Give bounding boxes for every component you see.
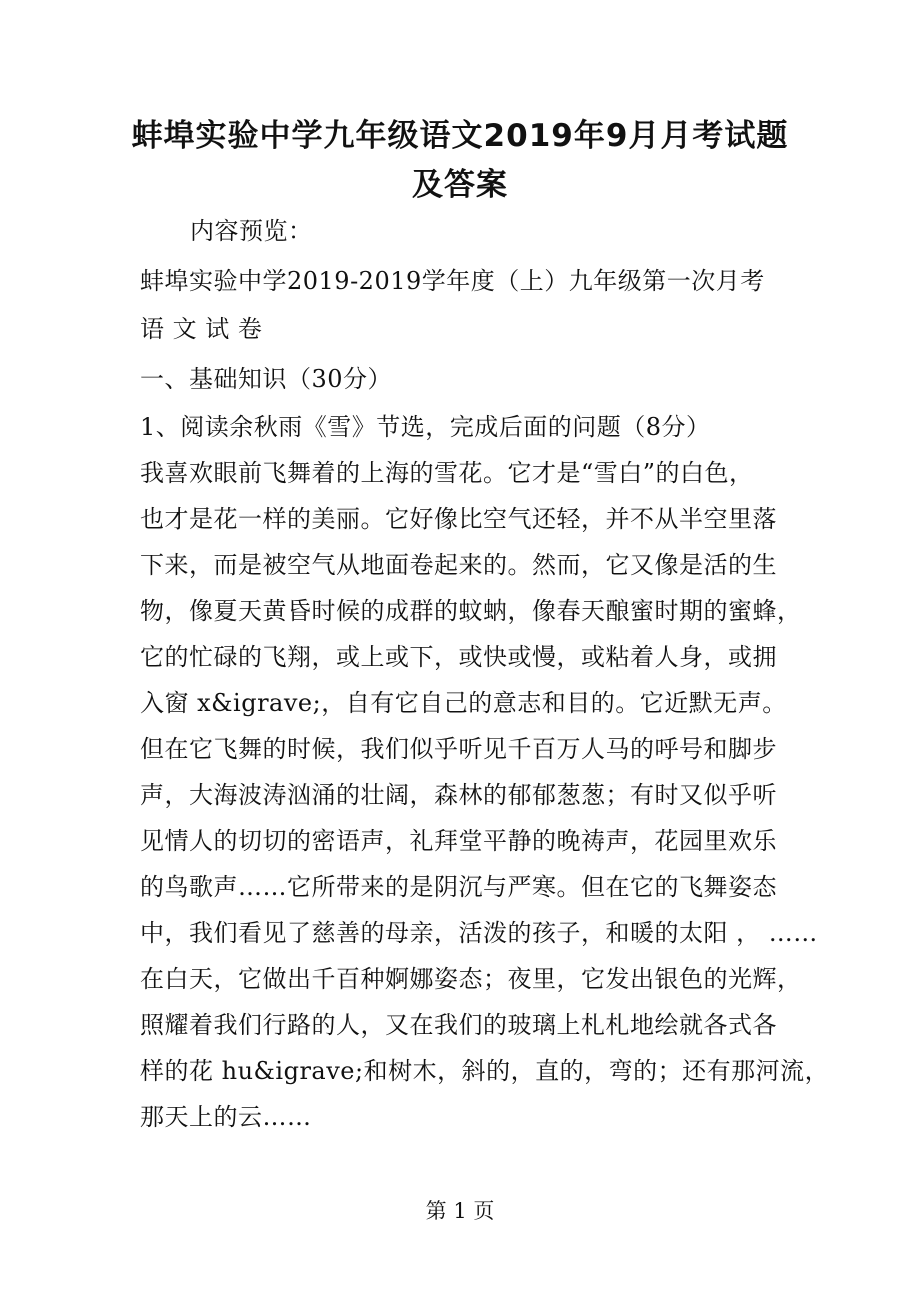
question-1: 1、阅读余秋雨《雪》节选，完成后面的问题（8分） [140,413,711,441]
passage-line: 我喜欢眼前飞舞着的上海的雪花。它才是“雪白”的白色， [140,459,754,487]
page-number-footer: 第 1 页 [425,1199,495,1223]
document-title-line-2: 及答案 [412,167,508,203]
passage-line: 样的花 hu&igrave;和树木，斜的，直的，弯的；还有那河流， [140,1057,830,1085]
passage-line: 物，像夏天黄昏时候的成群的蚊蚋，像春天酿蜜时期的蜜蜂， [140,597,802,625]
passage-line: 它的忙碌的飞翔，或上或下，或快或慢，或粘着人身，或拥 [140,643,777,671]
passage-line: 也才是花一样的美丽。它好像比空气还轻，并不从半空里落 [140,505,777,533]
passage-line: 入窗 x&igrave;，自有它自己的意志和目的。它近默无声。 [140,689,787,717]
passage-line: 中，我们看见了慈善的母亲，活泼的孩子，和暖的太阳 ， …… [140,919,818,947]
passage-line: 声，大海波涛汹涌的壮阔，森林的郁郁葱葱；有时又似乎听 [140,781,777,809]
passage-line: 那天上的云…… [140,1103,312,1131]
section-heading: 一、基础知识（30分） [140,365,393,393]
passage-line: 的鸟歌声……它所带来的是阴沉与严寒。但在它的飞舞姿态 [140,873,777,901]
preview-label: 内容预览： [190,217,313,245]
passage-line: 照耀着我们行路的人，又在我们的玻璃上札札地绘就各式各 [140,1011,777,1039]
passage-line: 见情人的切切的密语声，礼拜堂平静的晚祷声，花园里欢乐 [140,827,777,855]
paper-name: 语 文 试 卷 [140,315,263,343]
passage-line: 但在它飞舞的时候，我们似乎听见千百万人马的呼号和脚步 [140,735,777,763]
passage-line: 下来，而是被空气从地面卷起来的。然而，它又像是活的生 [140,551,777,579]
passage-line: 在白天，它做出千百种婀娜姿态；夜里，它发出银色的光辉， [140,965,802,993]
document-title-line-1: 蚌埠实验中学九年级语文2019年9月月考试题 [131,118,789,154]
school-exam-line: 蚌埠实验中学2019-2019学年度（上）九年级第一次月考 [140,267,765,295]
